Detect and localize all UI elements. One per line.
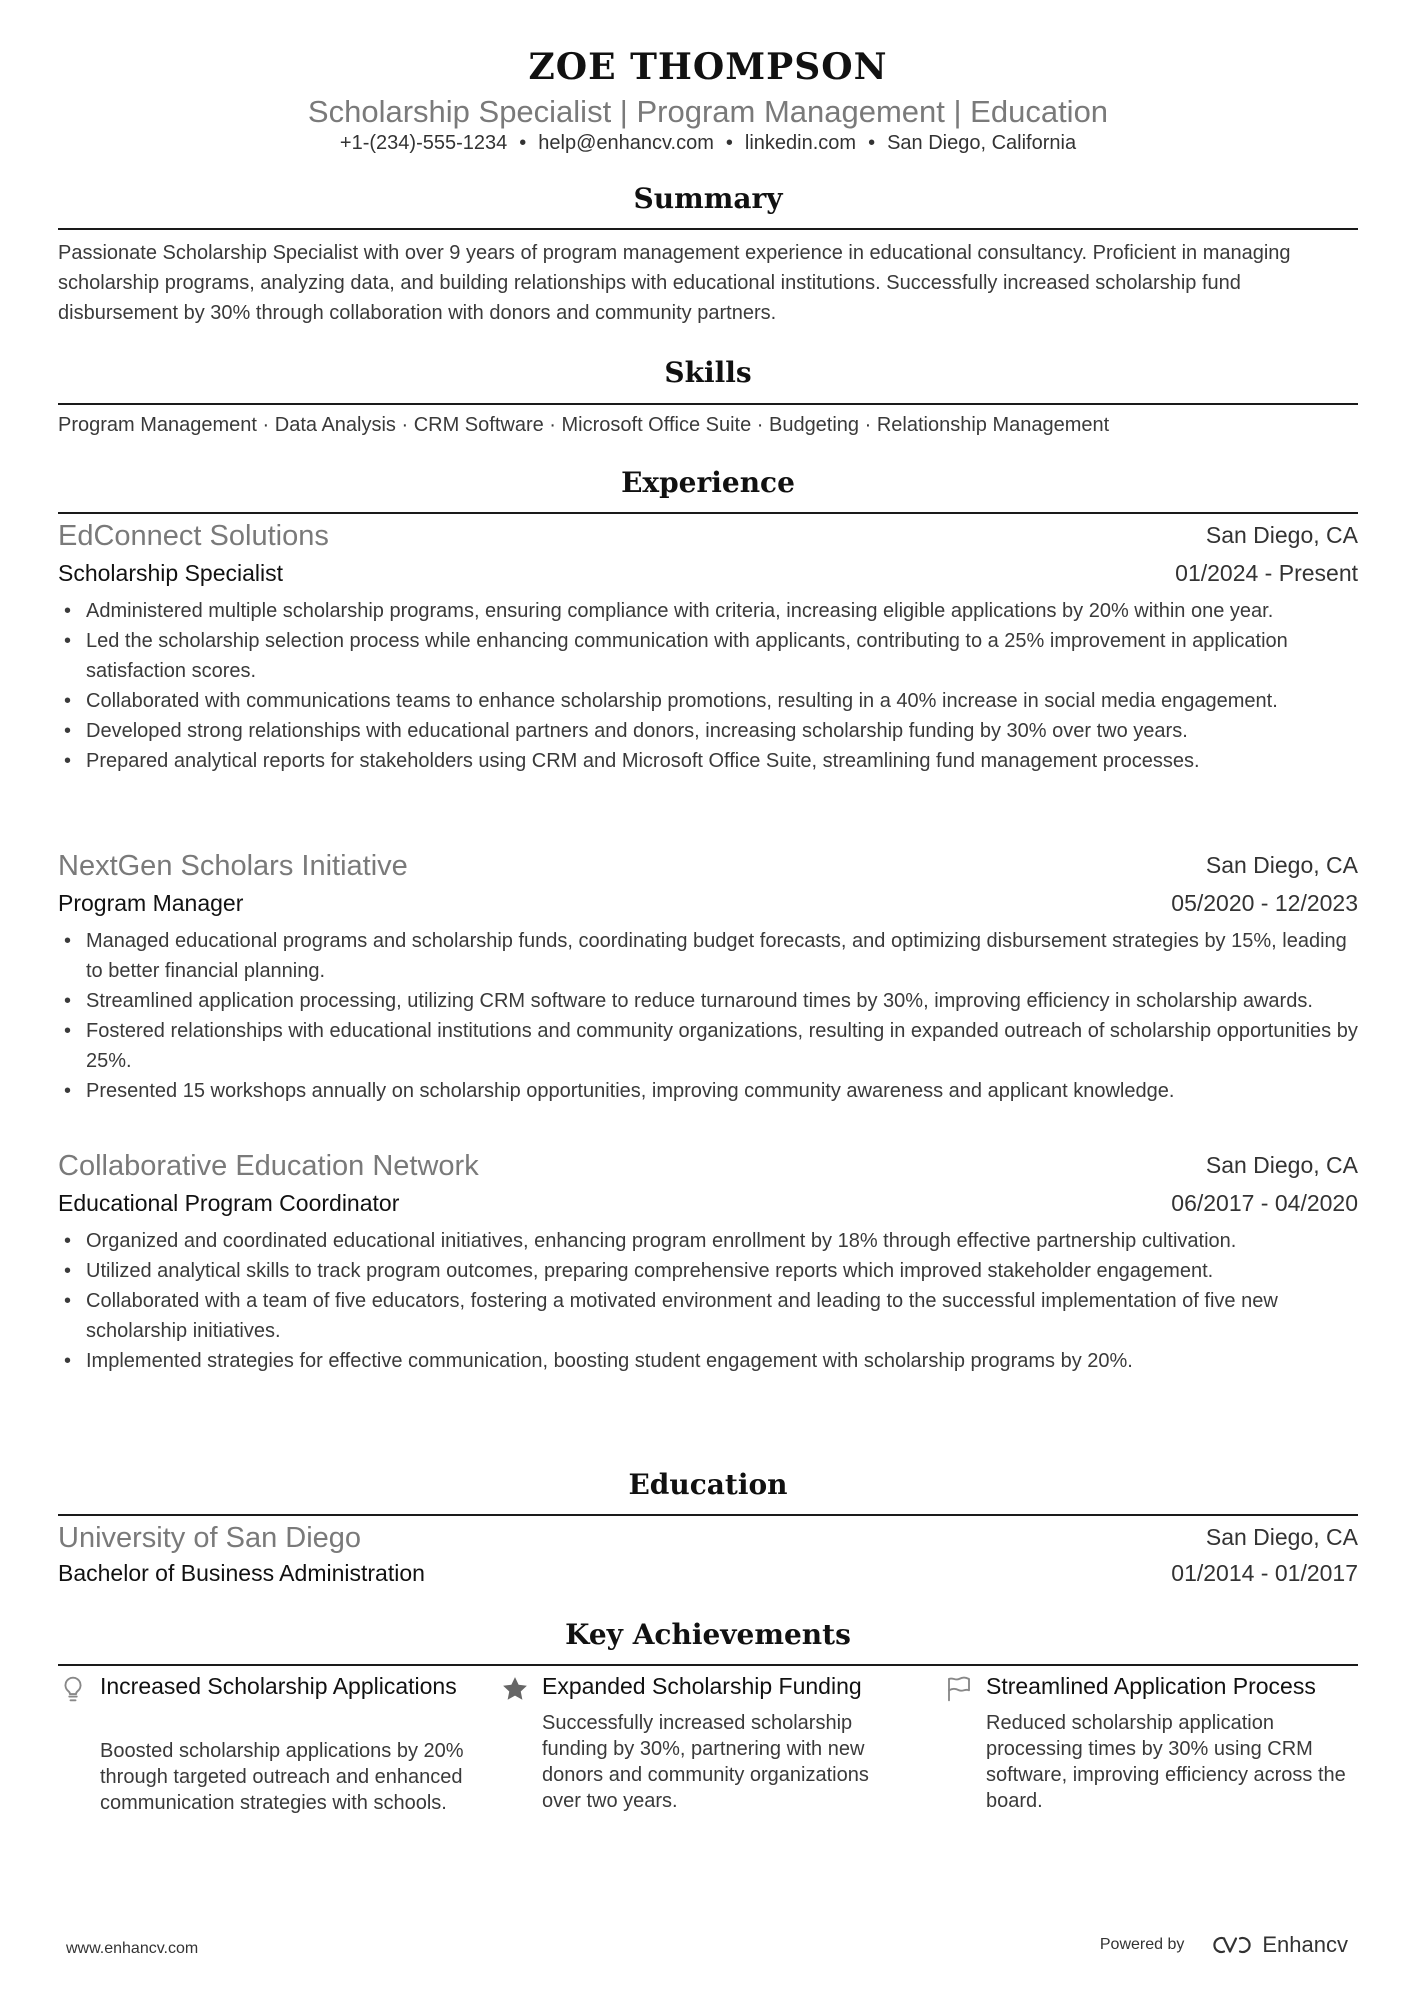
linkedin-link[interactable]: linkedin.com bbox=[744, 132, 857, 154]
bullet-item: • Streamlined application processing, utilizing CRM software to reduce turnaround times by 30%, improving efficiency in scholarship awards. bbox=[58, 986, 1358, 1016]
contact-separator: • bbox=[519, 132, 527, 154]
location: San Diego, California bbox=[887, 132, 1077, 154]
section-divider bbox=[58, 1514, 1358, 1516]
job-dates: 01/2024 - Present bbox=[1175, 560, 1358, 586]
bullet-item: • Collaborated with communications teams to enhance scholarship promotions, resulting in a 40% increase in social media engagement. bbox=[58, 686, 1358, 716]
contact-separator: • bbox=[725, 132, 733, 154]
lightbulb-icon bbox=[58, 1674, 88, 1704]
section-divider bbox=[58, 403, 1358, 405]
bullet-item: • Developed strong relationships with educational partners and donors, increasing scholarship funding by 30% over two years. bbox=[58, 716, 1358, 746]
summary-text: Passionate Scholarship Specialist with over 9 years of program management experience in educational consultancy. Proficient in managing scholarship programs, analyzing data, and building relationships with educational institutions. Successfully increased scholarship fund disbursement by 30% through collaboration with donors and community partners. bbox=[58, 242, 1291, 324]
section-divider bbox=[58, 1664, 1358, 1666]
job-bullets bbox=[58, 1226, 1358, 1376]
job-location: San Diego, CA bbox=[1205, 522, 1358, 548]
job-bullets bbox=[58, 596, 1358, 776]
job-dates: 06/2017 - 04/2020 bbox=[1171, 1190, 1358, 1216]
job-company: Collaborative Education Network bbox=[58, 1150, 479, 1182]
bullet-item: • Prepared analytical reports for stakeholders using CRM and Microsoft Office Suite, streamlining fund management processes. bbox=[58, 746, 1358, 776]
candidate-name: ZOE THOMPSON bbox=[528, 46, 888, 88]
powered-by-label: Powered by bbox=[1099, 1936, 1185, 1953]
bullet-item: • Led the scholarship selection process while enhancing communication with applicants, contributing to a 25% improvement in application satisfaction scores. bbox=[58, 626, 1358, 686]
flag-icon bbox=[944, 1674, 974, 1704]
job-company: NextGen Scholars Initiative bbox=[58, 850, 408, 882]
job-location: San Diego, CA bbox=[1205, 852, 1358, 878]
contact-separator: • bbox=[868, 132, 876, 154]
contact-line bbox=[58, 132, 1358, 155]
achievement-desc: Reduced scholarship application processing times by 30% using CRM software, improving efficiency across the board. bbox=[986, 1712, 1346, 1812]
bullet-item: • Organized and coordinated educational initiatives, enhancing program enrollment by 18% through effective partnership cultivation. bbox=[58, 1226, 1358, 1256]
job-role: Educational Program Coordinator bbox=[58, 1190, 400, 1216]
experience-heading: Experience bbox=[621, 466, 795, 499]
bullet-item: • Fostered relationships with educational institutions and community organizations, resulting in expanded outreach of scholarship opportunities by 25%. bbox=[58, 1016, 1358, 1076]
education-location: San Diego, CA bbox=[1205, 1524, 1358, 1550]
bullet-item: • Implemented strategies for effective communication, boosting student engagement with scholarship programs by 20%. bbox=[58, 1346, 1358, 1376]
job-bullets bbox=[58, 926, 1358, 1106]
achievement-title: Streamlined Application Process bbox=[986, 1673, 1316, 1699]
job-dates: 05/2020 - 12/2023 bbox=[1171, 890, 1358, 916]
brand-name: Enhancv bbox=[1262, 1932, 1348, 1957]
achievement-desc: Successfully increased scholarship funding by 30%, partnering with new donors and community organizations over two years. bbox=[542, 1712, 869, 1812]
email-link[interactable]: help@enhancv.com bbox=[538, 132, 714, 154]
skills-heading: Skills bbox=[664, 356, 752, 389]
star-icon bbox=[500, 1674, 530, 1704]
skills-list: Program Management · Data Analysis · CRM Software · Microsoft Office Suite · Budgeting · Relationship Management bbox=[58, 414, 1110, 436]
achievement-title: Expanded Scholarship Funding bbox=[542, 1673, 862, 1699]
job-role: Scholarship Specialist bbox=[58, 560, 284, 586]
section-divider bbox=[58, 228, 1358, 230]
section-divider bbox=[58, 512, 1358, 514]
achievement-title: Increased Scholarship Applications bbox=[100, 1673, 457, 1699]
candidate-title: Scholarship Specialist | Program Management | Education bbox=[307, 94, 1109, 129]
footer-branding bbox=[1100, 1932, 1348, 1958]
bullet-item: • Presented 15 workshops annually on scholarship opportunities, improving community awareness and applicant knowledge. bbox=[58, 1076, 1358, 1106]
job-role: Program Manager bbox=[58, 890, 244, 916]
achievements-heading: Key Achievements bbox=[565, 1618, 851, 1651]
achievement-desc: Boosted scholarship applications by 20% through targeted outreach and enhanced communication strategies with schools. bbox=[100, 1740, 464, 1814]
phone: +1-(234)-555-1234 bbox=[339, 132, 508, 154]
education-heading: Education bbox=[628, 1468, 788, 1501]
summary-heading: Summary bbox=[633, 182, 783, 215]
bullet-item: • Managed educational programs and scholarship funds, coordinating budget forecasts, and optimizing disbursement strategies by 15%, leading to better financial planning. bbox=[58, 926, 1358, 986]
bullet-item: • Administered multiple scholarship programs, ensuring compliance with criteria, increasing eligible applications by 20% within one year. bbox=[58, 596, 1358, 626]
bullet-item: • Utilized analytical skills to track program outcomes, preparing comprehensive reports which improved stakeholder engagement. bbox=[58, 1256, 1358, 1286]
footer-website[interactable]: www.enhancv.com bbox=[66, 1940, 199, 1957]
education-school: University of San Diego bbox=[58, 1522, 362, 1554]
enhancv-logo-icon bbox=[1210, 1933, 1254, 1957]
education-degree: Bachelor of Business Administration bbox=[58, 1560, 425, 1586]
job-location: San Diego, CA bbox=[1205, 1152, 1358, 1178]
resume-page bbox=[58, 0, 1358, 1995]
education-dates: 01/2014 - 01/2017 bbox=[1171, 1560, 1358, 1586]
bullet-item: • Collaborated with a team of five educators, fostering a motivated environment and leading to the successful implementation of five new scholarship initiatives. bbox=[58, 1286, 1358, 1346]
job-company: EdConnect Solutions bbox=[58, 520, 329, 552]
